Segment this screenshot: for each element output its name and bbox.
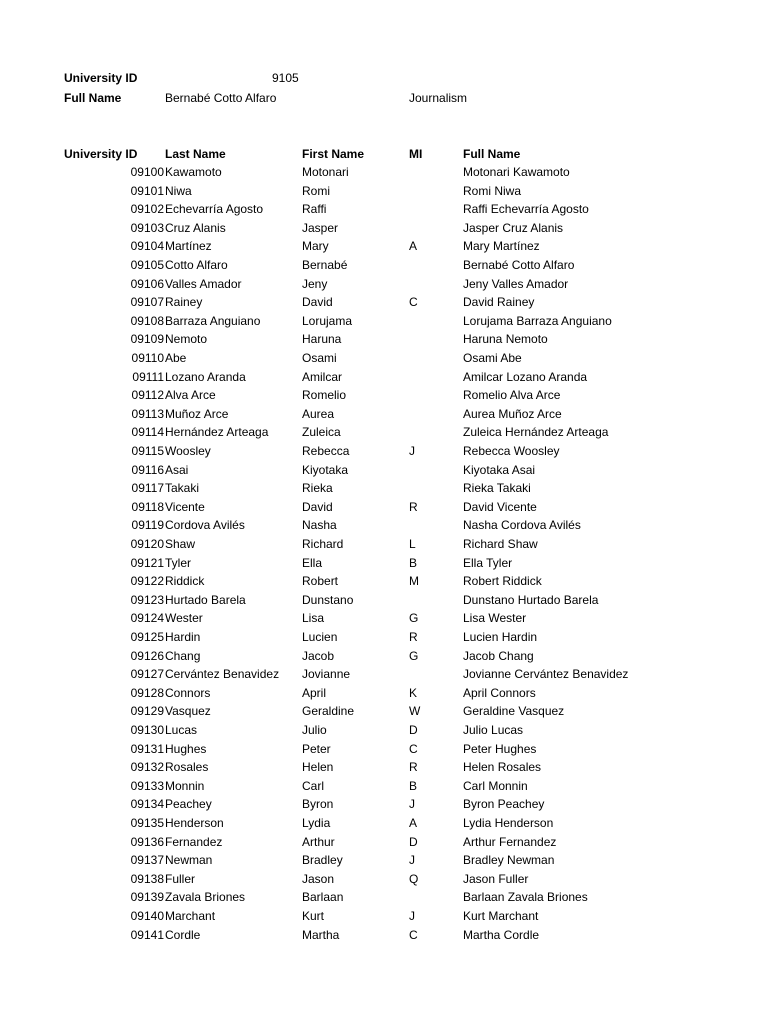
row-mi [409, 386, 449, 404]
table-row [0, 609, 768, 628]
row-university-id: 09125 [130, 630, 164, 644]
table-row [0, 200, 768, 219]
row-first-name: Kiyotaka [302, 462, 349, 477]
row-mi: M [409, 574, 419, 589]
row-full-name: Zuleica Hernández Arteaga [463, 425, 609, 440]
row-full-name: Rieka Takaki [463, 481, 531, 496]
row-last-name: Monnin [165, 778, 205, 793]
row-first-name: Mary [302, 239, 329, 254]
row-mi: B [409, 778, 418, 793]
row-last-name: Cordova Avilés [165, 518, 245, 533]
table-row [0, 721, 768, 740]
row-last-name: Kawamoto [165, 165, 222, 179]
row-university-id: 09119 [131, 518, 164, 533]
row-first-name: Ella [302, 555, 323, 570]
row-first-name: David [302, 295, 333, 310]
header-first-name: First Name [302, 147, 365, 161]
row-mi: J [409, 909, 415, 923]
row-last-name: Hurtado Barela [165, 592, 246, 607]
row-university-id: 09135 [130, 816, 164, 830]
row-full-name: Bernabé Cotto Alfaro [463, 258, 575, 272]
row-first-name: Jeny [302, 276, 328, 291]
table-row [0, 628, 768, 647]
table-row [0, 330, 768, 349]
row-first-name: Romi [302, 183, 331, 198]
row-full-name: Carl Monnin [463, 778, 528, 793]
row-first-name: Jasper [302, 220, 339, 235]
row-full-name: Byron Peachey [463, 797, 545, 812]
row-first-name: Martha [302, 927, 340, 942]
row-university-id: 09138 [130, 871, 164, 886]
row-university-id: 09123 [130, 592, 164, 607]
row-last-name: Cruz Alanis [165, 220, 226, 235]
row-mi: D [409, 834, 418, 849]
row-full-name: Romi Niwa [463, 183, 522, 198]
row-full-name: Dunstano Hurtado Barela [463, 592, 599, 607]
row-last-name: Lucas [165, 723, 198, 737]
row-mi [409, 423, 449, 441]
row-mi [409, 349, 449, 367]
table-row [0, 182, 768, 201]
row-mi: B [409, 555, 418, 570]
row-first-name: Richard [302, 537, 344, 551]
table-row [0, 479, 768, 498]
lookup-department: Journalism [409, 91, 468, 105]
row-mi: W [409, 704, 421, 719]
row-university-id: 09101 [130, 183, 164, 198]
table-row [0, 702, 768, 721]
row-university-id: 09100 [130, 165, 164, 179]
row-mi: K [409, 685, 418, 700]
table-row [0, 591, 768, 610]
row-university-id: 09115 [131, 444, 164, 458]
table-row [0, 870, 768, 889]
row-full-name: Mary Martínez [463, 239, 540, 254]
table-row [0, 256, 768, 275]
row-first-name: Byron [302, 797, 334, 812]
row-last-name: Valles Amador [165, 276, 242, 291]
row-university-id: 09109 [130, 332, 164, 347]
row-last-name: Barraza Anguiano [165, 313, 261, 328]
row-last-name: Rainey [165, 295, 203, 310]
row-full-name: Arthur Fernandez [463, 834, 557, 849]
row-mi: R [409, 760, 418, 775]
row-full-name: Jacob Chang [463, 648, 534, 663]
row-last-name: Alva Arce [165, 388, 216, 403]
row-last-name: Cordle [165, 927, 201, 942]
row-mi: L [409, 537, 416, 551]
row-first-name: Jovianne [302, 667, 351, 682]
row-university-id: 09116 [131, 462, 164, 477]
row-last-name: Asai [165, 462, 189, 477]
row-full-name: Lydia Henderson [463, 816, 554, 830]
row-last-name: Rosales [165, 760, 209, 775]
row-full-name: Aurea Muñoz Arce [463, 406, 562, 421]
table-row [0, 405, 768, 424]
table-row [0, 275, 768, 294]
row-university-id: 09130 [130, 723, 164, 737]
row-university-id: 09139 [130, 890, 164, 905]
row-first-name: Dunstano [302, 592, 354, 607]
row-last-name: Martínez [165, 239, 212, 254]
row-first-name: Arthur [302, 834, 335, 849]
row-last-name: Tyler [165, 555, 192, 570]
row-full-name: Barlaan Zavala Briones [463, 890, 588, 905]
row-full-name: Richard Shaw [463, 537, 538, 551]
row-first-name: Jason [302, 871, 335, 886]
row-last-name: Riddick [165, 574, 205, 589]
row-full-name: Bradley Newman [463, 853, 555, 868]
row-university-id: 09132 [130, 760, 164, 775]
lookup-name-label: Full Name [64, 91, 122, 105]
row-first-name: Lisa [302, 611, 325, 626]
row-mi: R [409, 630, 418, 644]
row-last-name: Marchant [165, 909, 216, 923]
row-mi [409, 591, 449, 609]
row-last-name: Connors [165, 685, 211, 700]
table-row [0, 665, 768, 684]
row-full-name: Martha Cordle [463, 927, 540, 942]
row-university-id: 09102 [130, 202, 164, 217]
row-mi: A [409, 816, 418, 830]
row-last-name: Cotto Alfaro [165, 258, 228, 272]
header-full-name: Full Name [463, 147, 521, 161]
row-university-id: 09131 [130, 741, 164, 756]
table-row [0, 442, 768, 461]
row-full-name: David Rainey [463, 295, 535, 310]
row-university-id: 09124 [130, 611, 164, 626]
table-row [0, 349, 768, 368]
row-university-id: 09104 [130, 239, 164, 254]
row-university-id: 09136 [130, 834, 164, 849]
row-last-name: Cervántez Benavidez [165, 667, 280, 682]
row-mi [409, 330, 449, 348]
row-last-name: Fuller [165, 871, 196, 886]
row-first-name: Julio [302, 723, 327, 737]
row-university-id: 09120 [130, 537, 164, 551]
row-last-name: Hernández Arteaga [165, 425, 269, 440]
row-full-name: April Connors [463, 685, 536, 700]
row-full-name: Robert Riddick [463, 574, 542, 589]
row-mi [409, 182, 449, 200]
table-row [0, 814, 768, 833]
table-row [0, 740, 768, 759]
row-mi [409, 256, 449, 274]
row-first-name: Raffi [302, 202, 327, 217]
row-full-name: Romelio Alva Arce [463, 388, 561, 403]
row-last-name: Shaw [165, 537, 196, 551]
row-full-name: Jason Fuller [463, 871, 529, 886]
table-row [0, 647, 768, 666]
row-last-name: Hughes [165, 741, 207, 756]
row-full-name: Rebecca Woosley [463, 444, 560, 458]
table-row [0, 907, 768, 926]
row-last-name: Muñoz Arce [165, 406, 229, 421]
row-full-name: David Vicente [463, 499, 537, 514]
row-mi: J [409, 444, 415, 458]
row-full-name: Nasha Cordova Avilés [463, 518, 581, 533]
row-university-id: 09118 [131, 499, 164, 514]
lookup-name-value: Bernabé Cotto Alfaro [165, 91, 277, 105]
table-row [0, 851, 768, 870]
header-last-name: Last Name [165, 147, 226, 161]
row-mi [409, 405, 449, 423]
row-mi [409, 888, 449, 906]
table-row [0, 833, 768, 852]
table-row [0, 535, 768, 554]
row-university-id: 09103 [130, 220, 164, 235]
row-mi: J [409, 797, 415, 812]
row-university-id: 09113 [131, 406, 164, 421]
row-first-name: Nasha [302, 518, 337, 533]
row-last-name: Wester [165, 611, 203, 626]
table-row [0, 684, 768, 703]
row-first-name: Lucien [302, 630, 338, 644]
row-university-id: 09122 [130, 574, 164, 589]
row-last-name: Lozano Aranda [165, 369, 246, 384]
row-full-name: Jeny Valles Amador [463, 276, 569, 291]
row-full-name: Peter Hughes [463, 741, 537, 756]
row-full-name: Jasper Cruz Alanis [463, 220, 564, 235]
row-last-name: Zavala Briones [165, 890, 246, 905]
table-row [0, 777, 768, 796]
row-first-name: Robert [302, 574, 339, 589]
row-university-id: 09128 [130, 685, 164, 700]
row-first-name: Carl [302, 778, 325, 793]
row-mi [409, 368, 449, 386]
row-last-name: Echevarría Agosto [165, 202, 264, 217]
row-first-name: Kurt [302, 909, 325, 923]
row-mi [409, 312, 449, 330]
table-row [0, 888, 768, 907]
row-full-name: Geraldine Vasquez [463, 704, 565, 719]
row-last-name: Niwa [165, 183, 192, 198]
row-last-name: Abe [165, 351, 187, 365]
row-full-name: Julio Lucas [463, 723, 524, 737]
table-row [0, 554, 768, 573]
table-row [0, 795, 768, 814]
row-full-name: Kiyotaka Asai [463, 462, 536, 477]
row-full-name: Lorujama Barraza Anguiano [463, 313, 612, 328]
row-first-name: Lydia [302, 816, 331, 830]
row-university-id: 09134 [130, 797, 164, 812]
row-mi: A [409, 239, 418, 254]
row-last-name: Henderson [165, 816, 224, 830]
row-first-name: Amilcar [302, 369, 343, 384]
row-first-name: Rebecca [302, 444, 350, 458]
row-full-name: Amilcar Lozano Aranda [463, 369, 588, 384]
row-first-name: Helen [302, 760, 334, 775]
table-row [0, 516, 768, 535]
table-row [0, 368, 768, 387]
row-first-name: Aurea [302, 406, 335, 421]
table-row [0, 293, 768, 312]
row-full-name: Helen Rosales [463, 760, 542, 775]
row-mi: G [409, 648, 419, 663]
row-last-name: Vicente [165, 499, 205, 514]
row-mi [409, 219, 449, 237]
row-university-id: 09107 [130, 295, 164, 310]
row-mi [409, 163, 449, 181]
header-university-id: University ID [64, 147, 138, 161]
row-mi [409, 200, 449, 218]
lookup-id-value[interactable]: 9105 [272, 71, 299, 85]
row-full-name: Kurt Marchant [463, 909, 539, 923]
row-first-name: Lorujama [302, 313, 353, 328]
row-mi [409, 516, 449, 534]
header-mi: MI [409, 147, 423, 161]
table-row [0, 758, 768, 777]
table-row [0, 461, 768, 480]
row-university-id: 09111 [132, 369, 164, 384]
row-full-name: Motonari Kawamoto [463, 165, 570, 179]
table-row [0, 926, 768, 945]
row-last-name: Fernandez [165, 834, 223, 849]
table-row [0, 312, 768, 331]
row-last-name: Chang [165, 648, 201, 663]
row-full-name: Lisa Wester [463, 611, 527, 626]
row-mi [409, 665, 449, 683]
row-university-id: 09110 [131, 351, 164, 365]
table-row [0, 423, 768, 442]
row-last-name: Nemoto [165, 332, 208, 347]
row-full-name: Osami Abe [463, 351, 522, 365]
row-university-id: 09126 [130, 648, 164, 663]
row-mi: G [409, 611, 419, 626]
row-first-name: Bernabé [302, 258, 348, 272]
row-last-name: Newman [165, 853, 213, 868]
row-mi: C [409, 295, 418, 310]
row-university-id: 09133 [130, 778, 164, 793]
row-mi [409, 479, 449, 497]
row-university-id: 09141 [130, 927, 164, 942]
row-first-name: Romelio [302, 388, 347, 403]
row-university-id: 09137 [130, 853, 164, 868]
row-first-name: April [302, 685, 327, 700]
row-mi: J [409, 853, 415, 868]
row-full-name: Lucien Hardin [463, 630, 538, 644]
row-first-name: Geraldine [302, 704, 355, 719]
row-university-id: 09121 [130, 555, 164, 570]
table-row [0, 572, 768, 591]
table-row [0, 386, 768, 405]
row-university-id: 09105 [130, 258, 164, 272]
row-last-name: Woosley [165, 444, 211, 458]
row-full-name: Jovianne Cervántez Benavidez [463, 667, 629, 682]
row-full-name: Haruna Nemoto [463, 332, 548, 347]
row-full-name: Raffi Echevarría Agosto [463, 202, 589, 217]
row-last-name: Peachey [165, 797, 212, 812]
row-mi: Q [409, 871, 419, 886]
row-university-id: 09140 [130, 909, 164, 923]
row-first-name: Barlaan [302, 890, 344, 905]
row-first-name: Bradley [302, 853, 343, 868]
row-university-id: 09127 [130, 667, 164, 682]
row-last-name: Hardin [165, 630, 201, 644]
row-university-id: 09129 [130, 704, 164, 719]
row-full-name: Ella Tyler [463, 555, 513, 570]
table-row [0, 219, 768, 238]
row-first-name: Osami [302, 351, 337, 365]
row-university-id: 09108 [130, 313, 164, 328]
row-last-name: Takaki [165, 481, 200, 496]
row-first-name: Motonari [302, 165, 349, 179]
row-first-name: Rieka [302, 481, 333, 496]
row-first-name: David [302, 499, 333, 514]
table-row [0, 498, 768, 517]
row-first-name: Haruna [302, 332, 342, 347]
row-mi [409, 461, 449, 479]
row-university-id: 09114 [131, 425, 164, 440]
row-first-name: Peter [302, 741, 331, 756]
row-mi: C [409, 927, 418, 942]
row-mi [409, 275, 449, 293]
row-university-id: 09106 [130, 276, 164, 291]
row-first-name: Zuleica [302, 425, 341, 440]
table-row [0, 163, 768, 182]
row-mi: R [409, 499, 418, 514]
row-university-id: 09117 [131, 481, 164, 496]
row-first-name: Jacob [302, 648, 335, 663]
table-row [0, 237, 768, 256]
row-mi: C [409, 741, 418, 756]
lookup-id-label: University ID [64, 71, 138, 85]
row-mi: D [409, 723, 418, 737]
row-last-name: Vasquez [165, 704, 211, 719]
row-university-id: 09112 [131, 388, 164, 403]
